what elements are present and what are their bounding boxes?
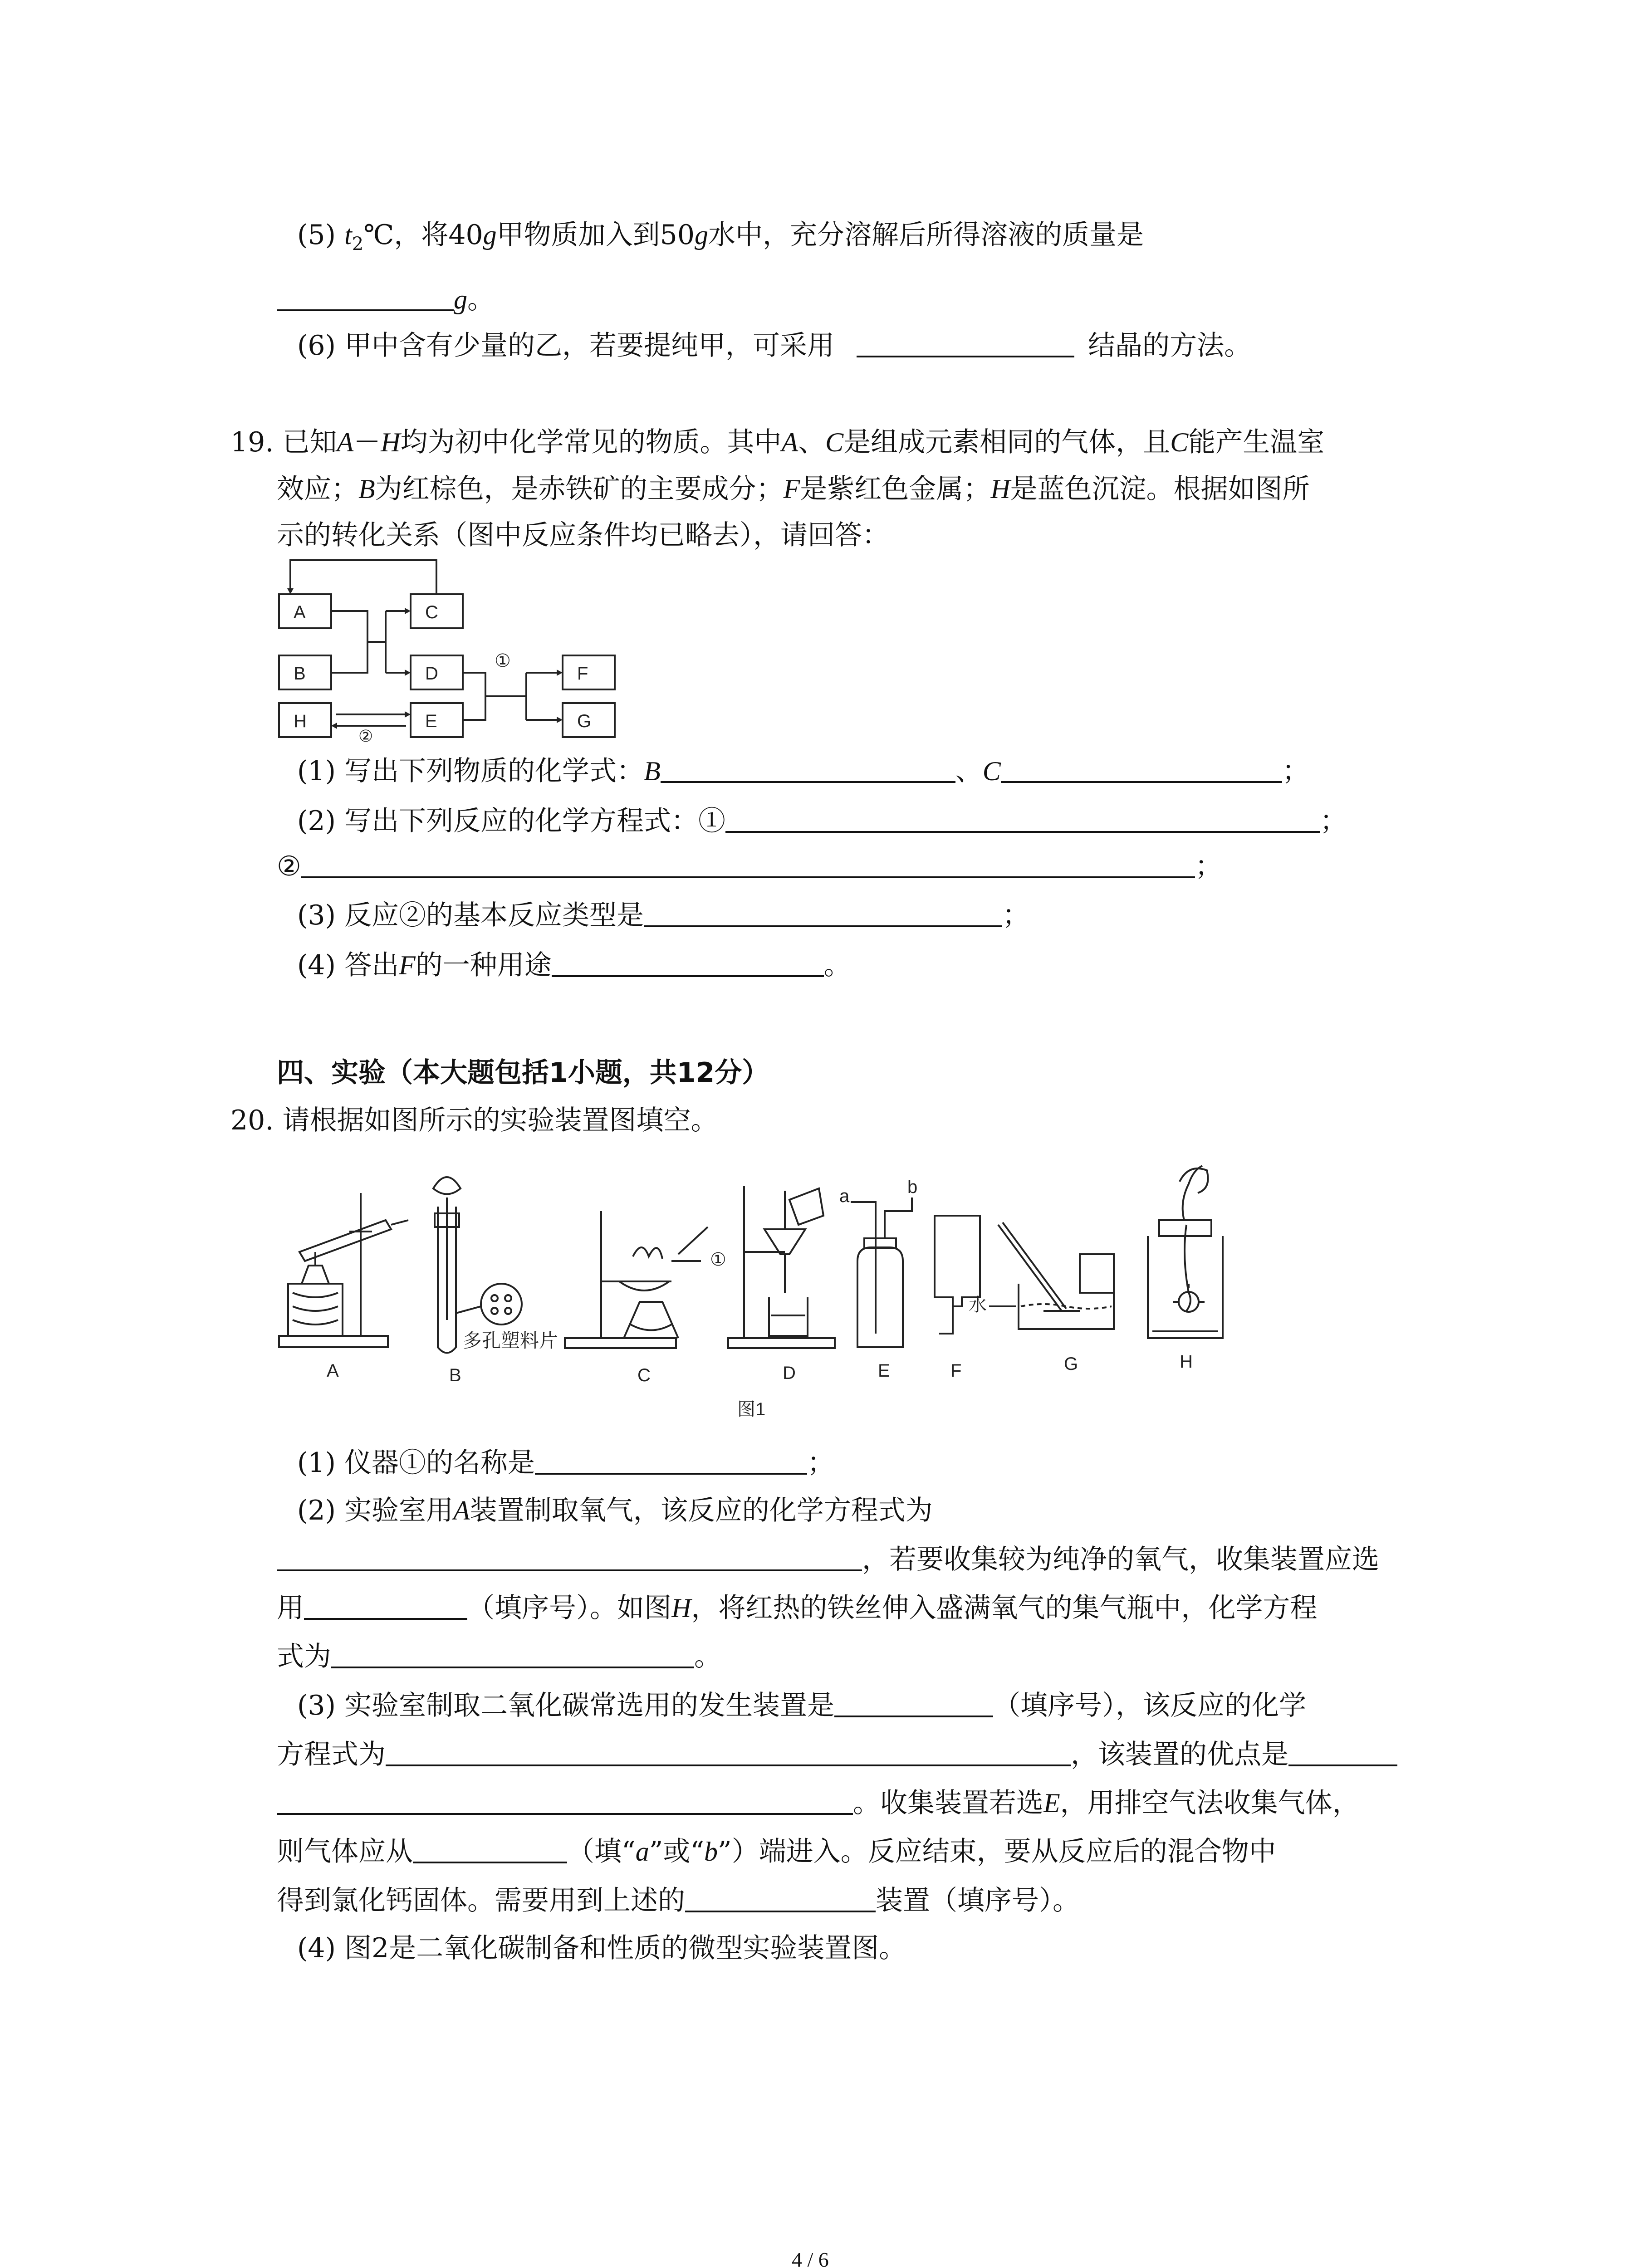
var: E [1043, 1788, 1060, 1818]
text: ”或“ [649, 1836, 705, 1867]
text: (6) 甲中含有少量的乙，若要提纯甲，可采用 [297, 330, 835, 362]
text: 四、实验（本大题包括1小题，共12分） [277, 1057, 769, 1089]
q19-sub2b [277, 850, 1222, 882]
q20-apparatus-figure [272, 1157, 1270, 1438]
fig-label-b: B [449, 1365, 461, 1385]
text: 式为 [277, 1641, 331, 1672]
text: (1) 仪器①的名称是 [297, 1447, 535, 1479]
text: 已知 [282, 426, 337, 458]
q20-sub3-line3 [277, 1789, 1360, 1817]
answer-blank-type[interactable] [644, 903, 1002, 927]
text: ； [807, 1447, 835, 1479]
unit-g: g [483, 220, 497, 250]
answer-blank-o2-eq[interactable] [277, 1547, 862, 1571]
text: 均为初中化学常见的物质。其中 [400, 426, 782, 458]
fig-label-d: D [783, 1363, 796, 1383]
q18-part6-line [297, 330, 1252, 362]
answer-blank-eq2[interactable] [301, 854, 1195, 878]
apparatus-h [1148, 1166, 1223, 1338]
text: 结晶的方法。 [1088, 330, 1252, 362]
q20-sub3-line2 [277, 1741, 1397, 1768]
q20-sub4 [297, 1932, 906, 1964]
text: 、 [955, 755, 983, 787]
instrument-mark: ① [710, 1250, 726, 1270]
port-b-label: b [907, 1177, 918, 1197]
question-number: 19. [230, 426, 274, 458]
answer-blank-b[interactable] [661, 758, 955, 783]
var: B [358, 474, 375, 504]
q19-sub2 [297, 807, 1347, 835]
label-b: B [294, 664, 306, 684]
q20-intro [230, 1107, 718, 1134]
apparatus-g [989, 1222, 1114, 1329]
q20-sub3-line5 [277, 1887, 1080, 1914]
text: ，该装置的优点是 [1071, 1739, 1288, 1770]
text: (4) 图2是二氧化碳制备和性质的微型实验装置图。 [297, 1932, 906, 1964]
answer-blank[interactable] [857, 333, 1074, 357]
text: 水中，充分溶解后所得溶液的质量是 [708, 219, 1144, 251]
apparatus-f [935, 1216, 980, 1334]
text: ，若要收集较为纯净的氧气，收集装置应选 [862, 1544, 1379, 1575]
text: 。 [467, 284, 495, 315]
q20-sub1 [297, 1447, 835, 1479]
answer-blank-c[interactable] [1001, 758, 1282, 783]
text: 的一种用途 [415, 949, 552, 981]
port-a-label: a [839, 1186, 850, 1206]
text: ； [1282, 755, 1309, 787]
text: 方程式为 [277, 1739, 386, 1770]
text: (1) 写出下列物质的化学式： [297, 755, 644, 787]
answer-blank-eq1[interactable] [725, 808, 1320, 833]
var: b [704, 1837, 718, 1867]
text: (2) 实验室用 [297, 1495, 454, 1526]
apparatus-b [433, 1177, 522, 1353]
q20-sub2-line3 [277, 1594, 1317, 1622]
q19-sub3 [297, 899, 1030, 931]
fig-label-g: G [1064, 1354, 1078, 1374]
text: 能产生温室 [1188, 426, 1325, 458]
text: ； [1002, 899, 1030, 931]
fig-label-c: C [637, 1365, 651, 1385]
answer-blank[interactable] [277, 287, 454, 311]
q18-part5-answer-line [277, 286, 495, 313]
text: 请根据如图所示的实验装置图填空。 [282, 1105, 718, 1136]
label-d: D [425, 664, 438, 684]
answer-blank-co2-eq[interactable] [386, 1742, 1071, 1766]
water-label: 水 [969, 1295, 987, 1315]
text: 则气体应从 [277, 1836, 413, 1867]
label-g: G [577, 711, 592, 731]
label-f: F [577, 664, 588, 684]
label-a: A [294, 602, 306, 622]
text: ② [277, 850, 301, 882]
text: ℃，将40 [363, 219, 483, 251]
section-title [277, 1057, 769, 1089]
apparatus-c [565, 1211, 708, 1348]
answer-blank-adv2[interactable] [277, 1790, 853, 1815]
text: 是蓝色沉淀。根据如图所 [1010, 473, 1310, 505]
unit-g: g [454, 284, 467, 314]
q20-sub2-line1 [297, 1497, 933, 1524]
text: 用 [277, 1592, 304, 1624]
answer-blank-instrument[interactable] [535, 1450, 807, 1475]
reaction-mark-2: ② [358, 727, 373, 742]
text: （填序号）。如图 [467, 1592, 671, 1624]
apparatus-d [728, 1186, 835, 1348]
var: F [399, 950, 416, 980]
q18-part5-line [297, 221, 1144, 258]
text: 装置（填序号）。 [876, 1885, 1080, 1916]
label-h: H [294, 711, 307, 731]
q19-conversion-diagram [272, 551, 635, 742]
var-t: t [344, 220, 352, 250]
part-number: (5) [297, 219, 336, 251]
var: H [990, 474, 1010, 504]
text: 为红棕色，是赤铁矿的主要成分； [375, 473, 784, 505]
var: A [453, 1496, 470, 1525]
label-c: C [425, 602, 438, 622]
text: 装置制取氧气，该反应的化学方程式为 [470, 1495, 933, 1526]
figure-caption: 图1 [737, 1399, 766, 1419]
answer-blank-device[interactable] [685, 1888, 876, 1912]
text: 甲物质加入到50 [496, 219, 695, 251]
q20-sub3-line1 [297, 1692, 1306, 1719]
text: 是组成元素相同的气体，且 [843, 426, 1171, 458]
text: （填序号），该反应的化学 [993, 1690, 1307, 1721]
var: C [1170, 427, 1189, 457]
var: A [337, 427, 354, 457]
text: (2) 写出下列反应的化学方程式：① [297, 805, 726, 837]
page-number: 4 / 6 [792, 2248, 829, 2268]
question-number: 20. [230, 1105, 274, 1136]
text: （填“ [567, 1836, 636, 1867]
fig-label-f: F [950, 1361, 962, 1381]
text: ，用排空气法收集气体， [1060, 1787, 1360, 1819]
q20-sub3-line4 [277, 1838, 1276, 1865]
answer-blank-collect[interactable] [304, 1595, 467, 1620]
text: 、 [798, 426, 826, 458]
var: F [783, 474, 800, 504]
var: H [671, 1593, 691, 1623]
text: 效应； [277, 473, 358, 505]
text: (3) 实验室制取二氧化碳常选用的发生装置是 [297, 1690, 835, 1721]
plate-label: 多孔塑料片 [463, 1330, 558, 1351]
text: ，将红热的铁丝伸入盛满氧气的集气瓶中，化学方程 [691, 1592, 1318, 1624]
q20-sub2-line2 [277, 1546, 1379, 1573]
var: A [781, 427, 798, 457]
q19-sub4 [297, 949, 851, 981]
text: 是紫红色金属； [800, 473, 991, 505]
text: － [353, 426, 381, 458]
var: C [825, 427, 844, 457]
fig-label-h: H [1180, 1352, 1193, 1372]
subscript: 2 [352, 234, 364, 254]
reaction-mark-1: ① [495, 651, 511, 671]
q19-line3 [277, 519, 889, 551]
label-e: E [425, 711, 437, 731]
q20-sub2-line4 [277, 1643, 721, 1670]
fig-label-e: E [878, 1361, 890, 1381]
var: B [644, 756, 661, 786]
answer-blank-adv[interactable] [1288, 1742, 1397, 1766]
apparatus-a [279, 1193, 408, 1347]
apparatus-e [851, 1198, 912, 1347]
answer-blank-use[interactable] [552, 953, 824, 977]
text: 。收集装置若选 [853, 1787, 1043, 1819]
text: 。 [823, 949, 851, 981]
text: ； [1320, 805, 1347, 837]
text: 。 [694, 1641, 721, 1672]
answer-blank-gen[interactable] [834, 1693, 993, 1717]
text: ”）端进入。反应结束，要从反应后的混合物中 [718, 1836, 1276, 1867]
answer-blank-port[interactable] [413, 1839, 567, 1863]
box-f [563, 655, 615, 689]
text: ； [1195, 850, 1222, 882]
var: C [982, 756, 1001, 786]
q19-line2 [277, 475, 1310, 503]
text: (3) 反应②的基本反应类型是 [297, 899, 644, 931]
text: 得到氯化钙固体。需要用到上述的 [277, 1885, 685, 1916]
text: (4) 答出 [297, 949, 399, 981]
unit-g: g [695, 220, 709, 250]
var: H [381, 427, 401, 457]
text: 示的转化关系（图中反应条件均已略去），请回答： [277, 519, 889, 551]
q19-line1 [230, 426, 1325, 458]
q19-sub1 [297, 755, 1309, 787]
fig-label-a: A [327, 1361, 339, 1381]
var: a [635, 1837, 649, 1867]
answer-blank-fe-eq[interactable] [331, 1644, 694, 1668]
